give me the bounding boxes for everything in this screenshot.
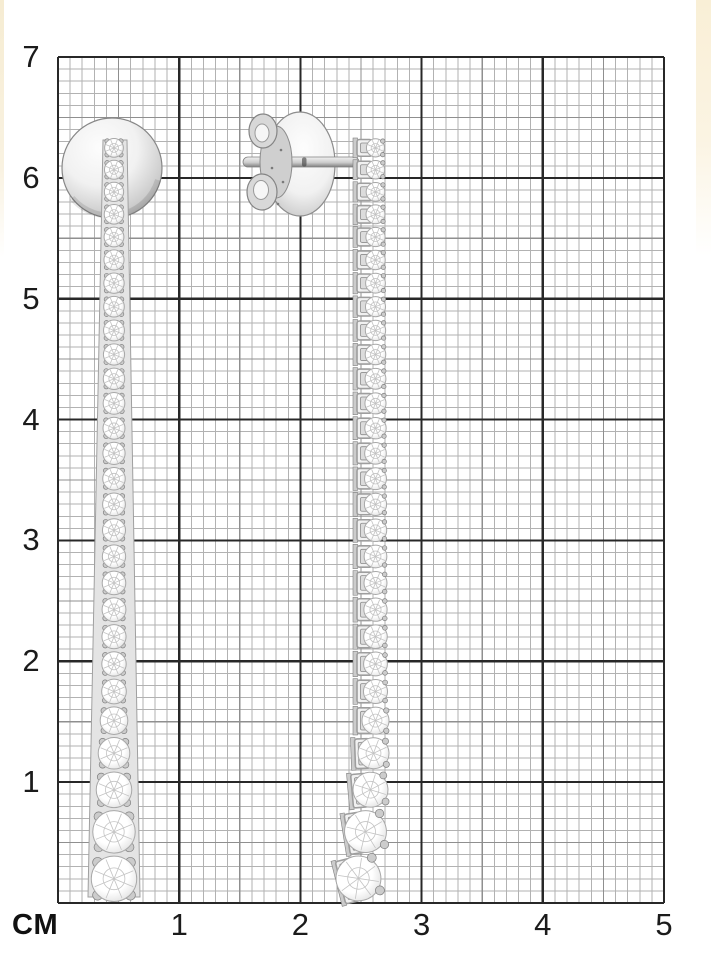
ruler-unit-label: СМ [12, 909, 59, 941]
y-tick-label-2: 2 [22, 643, 40, 679]
y-tick-label-7: 7 [22, 39, 40, 74]
y-tick-label-3: 3 [22, 522, 40, 558]
pin-notch [302, 158, 307, 167]
page-edge-tint-left [0, 0, 4, 258]
y-tick-label-4: 4 [22, 401, 40, 437]
x-tick-label-3: 3 [412, 907, 431, 942]
x-tick-label-2: 2 [291, 907, 310, 942]
x-tick-label-4: 4 [534, 907, 552, 942]
page-edge-tint-right [696, 0, 711, 256]
y-tick-label-6: 6 [22, 159, 40, 195]
x-tick-label-5: 5 [655, 907, 673, 942]
x-tick-label-1: 1 [170, 907, 188, 942]
y-tick-label-5: 5 [22, 280, 40, 316]
y-tick-label-1: 1 [22, 764, 40, 800]
